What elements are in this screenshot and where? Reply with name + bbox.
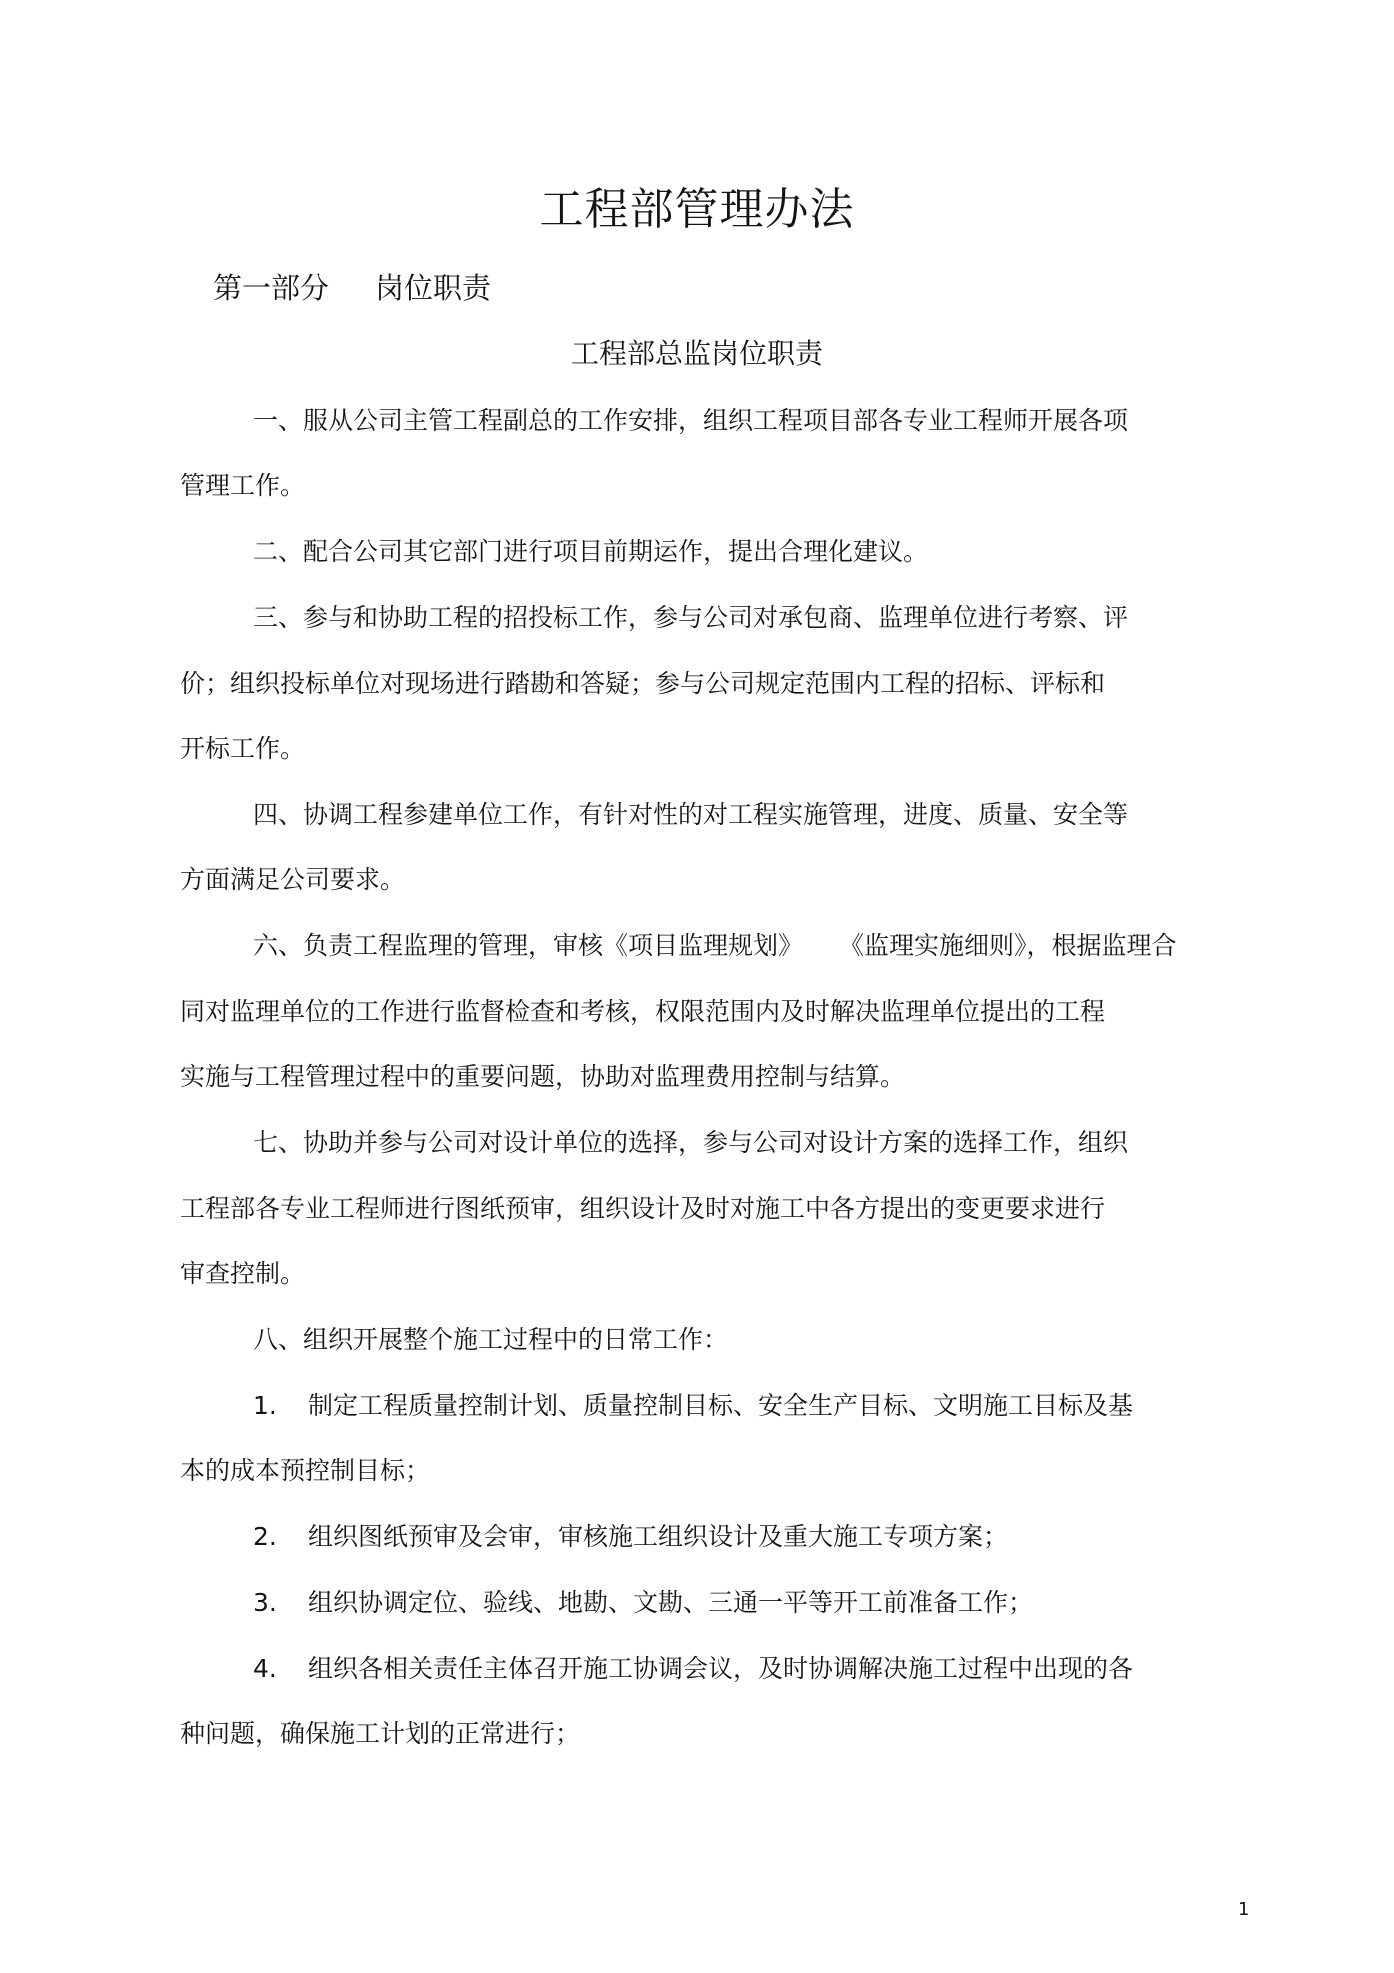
list-item-number: 2. — [253, 1522, 277, 1551]
list-item — [253, 1390, 1133, 1422]
part-name: 岗位职责 — [375, 271, 492, 305]
list-item — [253, 1521, 1008, 1553]
paragraph-line: 四、协调工程参建单位工作，有针对性的对工程实施管理，进度、质量、安全等 — [253, 800, 1129, 829]
paragraph-line: 实施与工程管理过程中的重要问题，协助对监理费用控制与结算。 — [180, 1062, 906, 1091]
part-label: 第一部分 — [213, 271, 330, 305]
list-item — [253, 1587, 1033, 1619]
paragraph-line: 审查控制。 — [180, 1259, 306, 1288]
list-item-text: 组织图纸预审及会审，审核施工组织设计及重大施工专项方案； — [308, 1522, 1009, 1551]
list-item — [253, 1653, 1133, 1685]
paragraph-line: 一、服从公司主管工程副总的工作安排，组织工程项目部各专业工程师开展各项 — [253, 406, 1129, 435]
part-heading — [213, 268, 491, 308]
paragraph-line: 二、配合公司其它部门进行项目前期运作，提出合理化建议。 — [253, 537, 929, 566]
paragraph-line: 开标工作。 — [180, 734, 306, 763]
paragraph-line: 本的成本预控制目标； — [180, 1456, 431, 1485]
list-item-text: 组织各相关责任主体召开施工协调会议，及时协调解决施工过程中出现的各 — [308, 1654, 1134, 1683]
list-item-text: 组织协调定位、验线、地勘、文勘、三通一平等开工前准备工作； — [308, 1588, 1034, 1617]
list-item-text: 制定工程质量控制计划、质量控制目标、安全生产目标、文明施工目标及基 — [308, 1391, 1134, 1420]
paragraph-line: 三、参与和协助工程的招投标工作，参与公司对承包商、监理单位进行考察、评 — [253, 603, 1129, 632]
section-title: 工程部总监岗位职责 — [570, 337, 823, 370]
document-title: 工程部管理办法 — [539, 184, 855, 235]
paragraph-line: 工程部各专业工程师进行图纸预审，组织设计及时对施工中各方提出的变更要求进行 — [180, 1194, 1106, 1223]
list-item-number: 1. — [253, 1391, 277, 1420]
list-item-number: 3. — [253, 1588, 277, 1617]
paragraph-line: 同对监理单位的工作进行监督检查和考核，权限范围内及时解决监理单位提出的工程 — [180, 997, 1106, 1026]
paragraph-text: 六、负责工程监理的管理，审核《项目监理规划》 — [253, 931, 804, 960]
paragraph-line: 七、协助并参与公司对设计单位的选择，参与公司对设计方案的选择工作，组织 — [253, 1128, 1129, 1157]
paragraph-line: 方面满足公司要求。 — [180, 865, 406, 894]
page-number: 1 — [1238, 1899, 1250, 1920]
paragraph-text: 《监理实施细则》，根据监理合 — [839, 931, 1177, 960]
paragraph-line: 种问题，确保施工计划的正常进行； — [180, 1719, 581, 1748]
list-item-number: 4. — [253, 1654, 277, 1683]
paragraph-line: 八、组织开展整个施工过程中的日常工作： — [253, 1325, 729, 1354]
paragraph-line: 管理工作。 — [180, 471, 306, 500]
paragraph-line — [253, 930, 1177, 962]
paragraph-line: 价；组织投标单位对现场进行踏勘和答疑；参与公司规定范围内工程的招标、评标和 — [180, 669, 1106, 698]
